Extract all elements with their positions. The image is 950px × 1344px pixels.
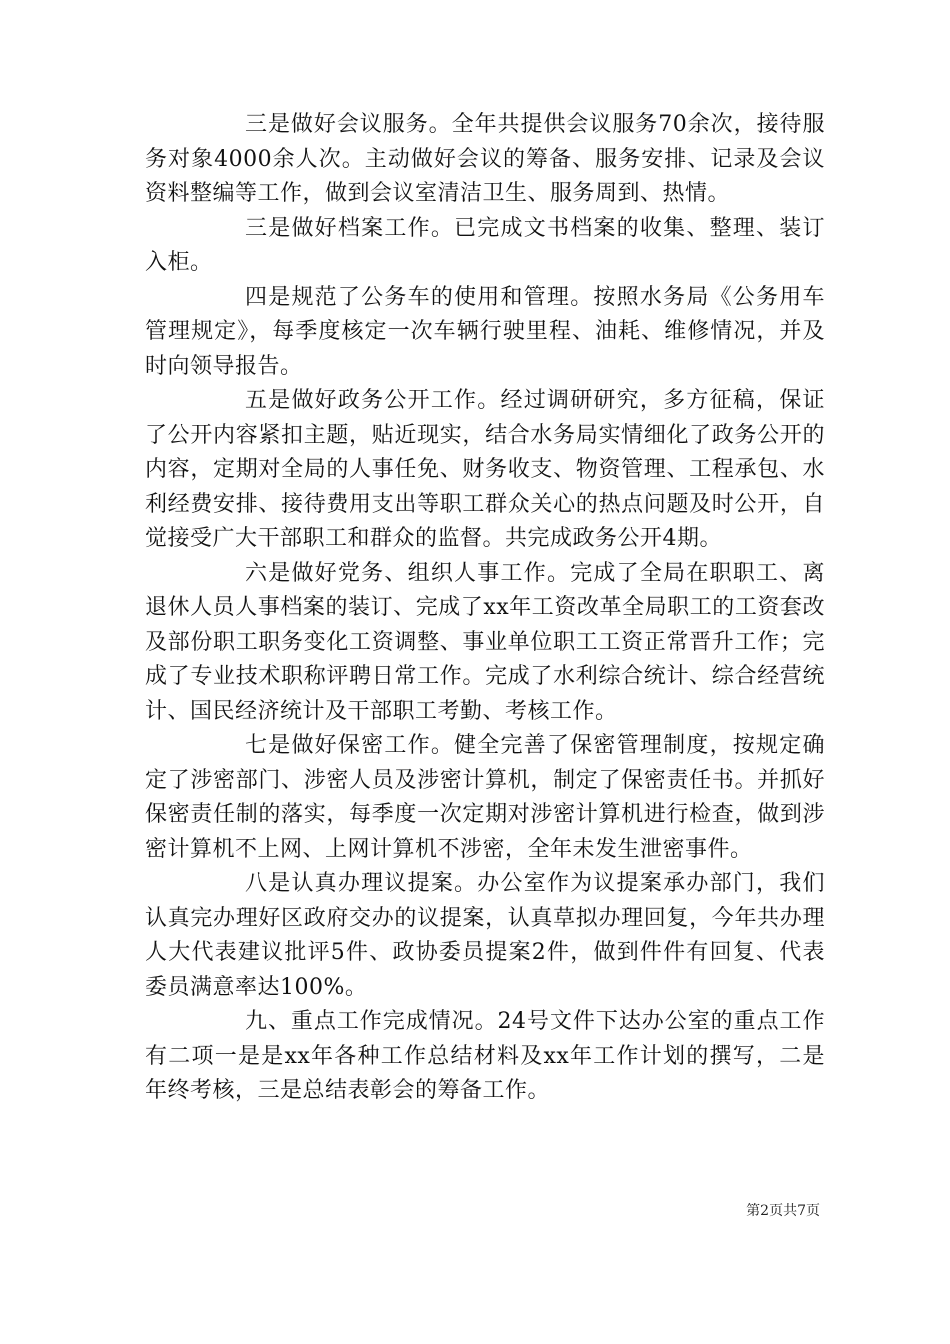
paragraph-party-personnel: 六是做好党务、组织人事工作。完成了全局在职职工、离退休人员人事档案的装订、完成了xx年工资改革全局职工的工资套改及部份职工职务变化工资调整、事业单位职工工资正常晋升工作；完成了专业技术职称评聘日常工作。完成了水利综合统计、综合经营统计、国民经济统计及干部职工考勤、考核工作。	[145, 560, 825, 724]
paragraph-confidentiality: 七是做好保密工作。健全完善了保密管理制度，按规定确定了涉密部门、涉密人员及涉密计算机，制定了保密责任书。并抓好保密责任制的落实，每季度一次定期对涉密计算机进行检查，做到涉密计算机不上网、上网计算机不涉密，全年未发生泄密事件。	[145, 733, 825, 862]
document-body	[145, 108, 825, 1109]
paragraph-key-work: 九、重点工作完成情况。24号文件下达办公室的重点工作有二项一是是xx年各种工作总结材料及xx年工作计划的撰写，二是年终考核，三是总结表彰会的筹备工作。	[145, 1009, 825, 1103]
paragraph-meeting-service: 三是做好会议服务。全年共提供会议服务70余次，接待服务对象4000余人次。主动做好会议的筹备、服务安排、记录及会议资料整编等工作，做到会议室清洁卫生、服务周到、热情。	[145, 112, 825, 206]
page-number-footer: 第2页共7页	[746, 1203, 820, 1219]
paragraph-proposals: 八是认真办理议提案。办公室作为议提案承办部门，我们认真完办理好区政府交办的议提案，认真草拟办理回复，今年共办理人大代表建议批评5件、政协委员提案2件，做到件件有回复、代表委员满意率达100%。	[145, 871, 825, 1000]
paragraph-official-vehicles: 四是规范了公务车的使用和管理。按照水务局《公务用车管理规定》，每季度核定一次车辆行驶里程、油耗、维修情况，并及时向领导报告。	[145, 284, 825, 379]
paragraph-government-affairs: 五是做好政务公开工作。经过调研研究，多方征稿，保证了公开内容紧扣主题，贴近现实，结合水务局实情细化了政务公开的内容，定期对全局的人事任免、财务收支、物资管理、工程承包、水利经费安排、接待费用支出等职工群众关心的热点问题及时公开，自觉接受广大干部职工和群众的监督。共完成政务公开4期。	[145, 388, 825, 551]
paragraph-archives: 三是做好档案工作。已完成文书档案的收集、整理、装订入柜。	[145, 215, 825, 275]
